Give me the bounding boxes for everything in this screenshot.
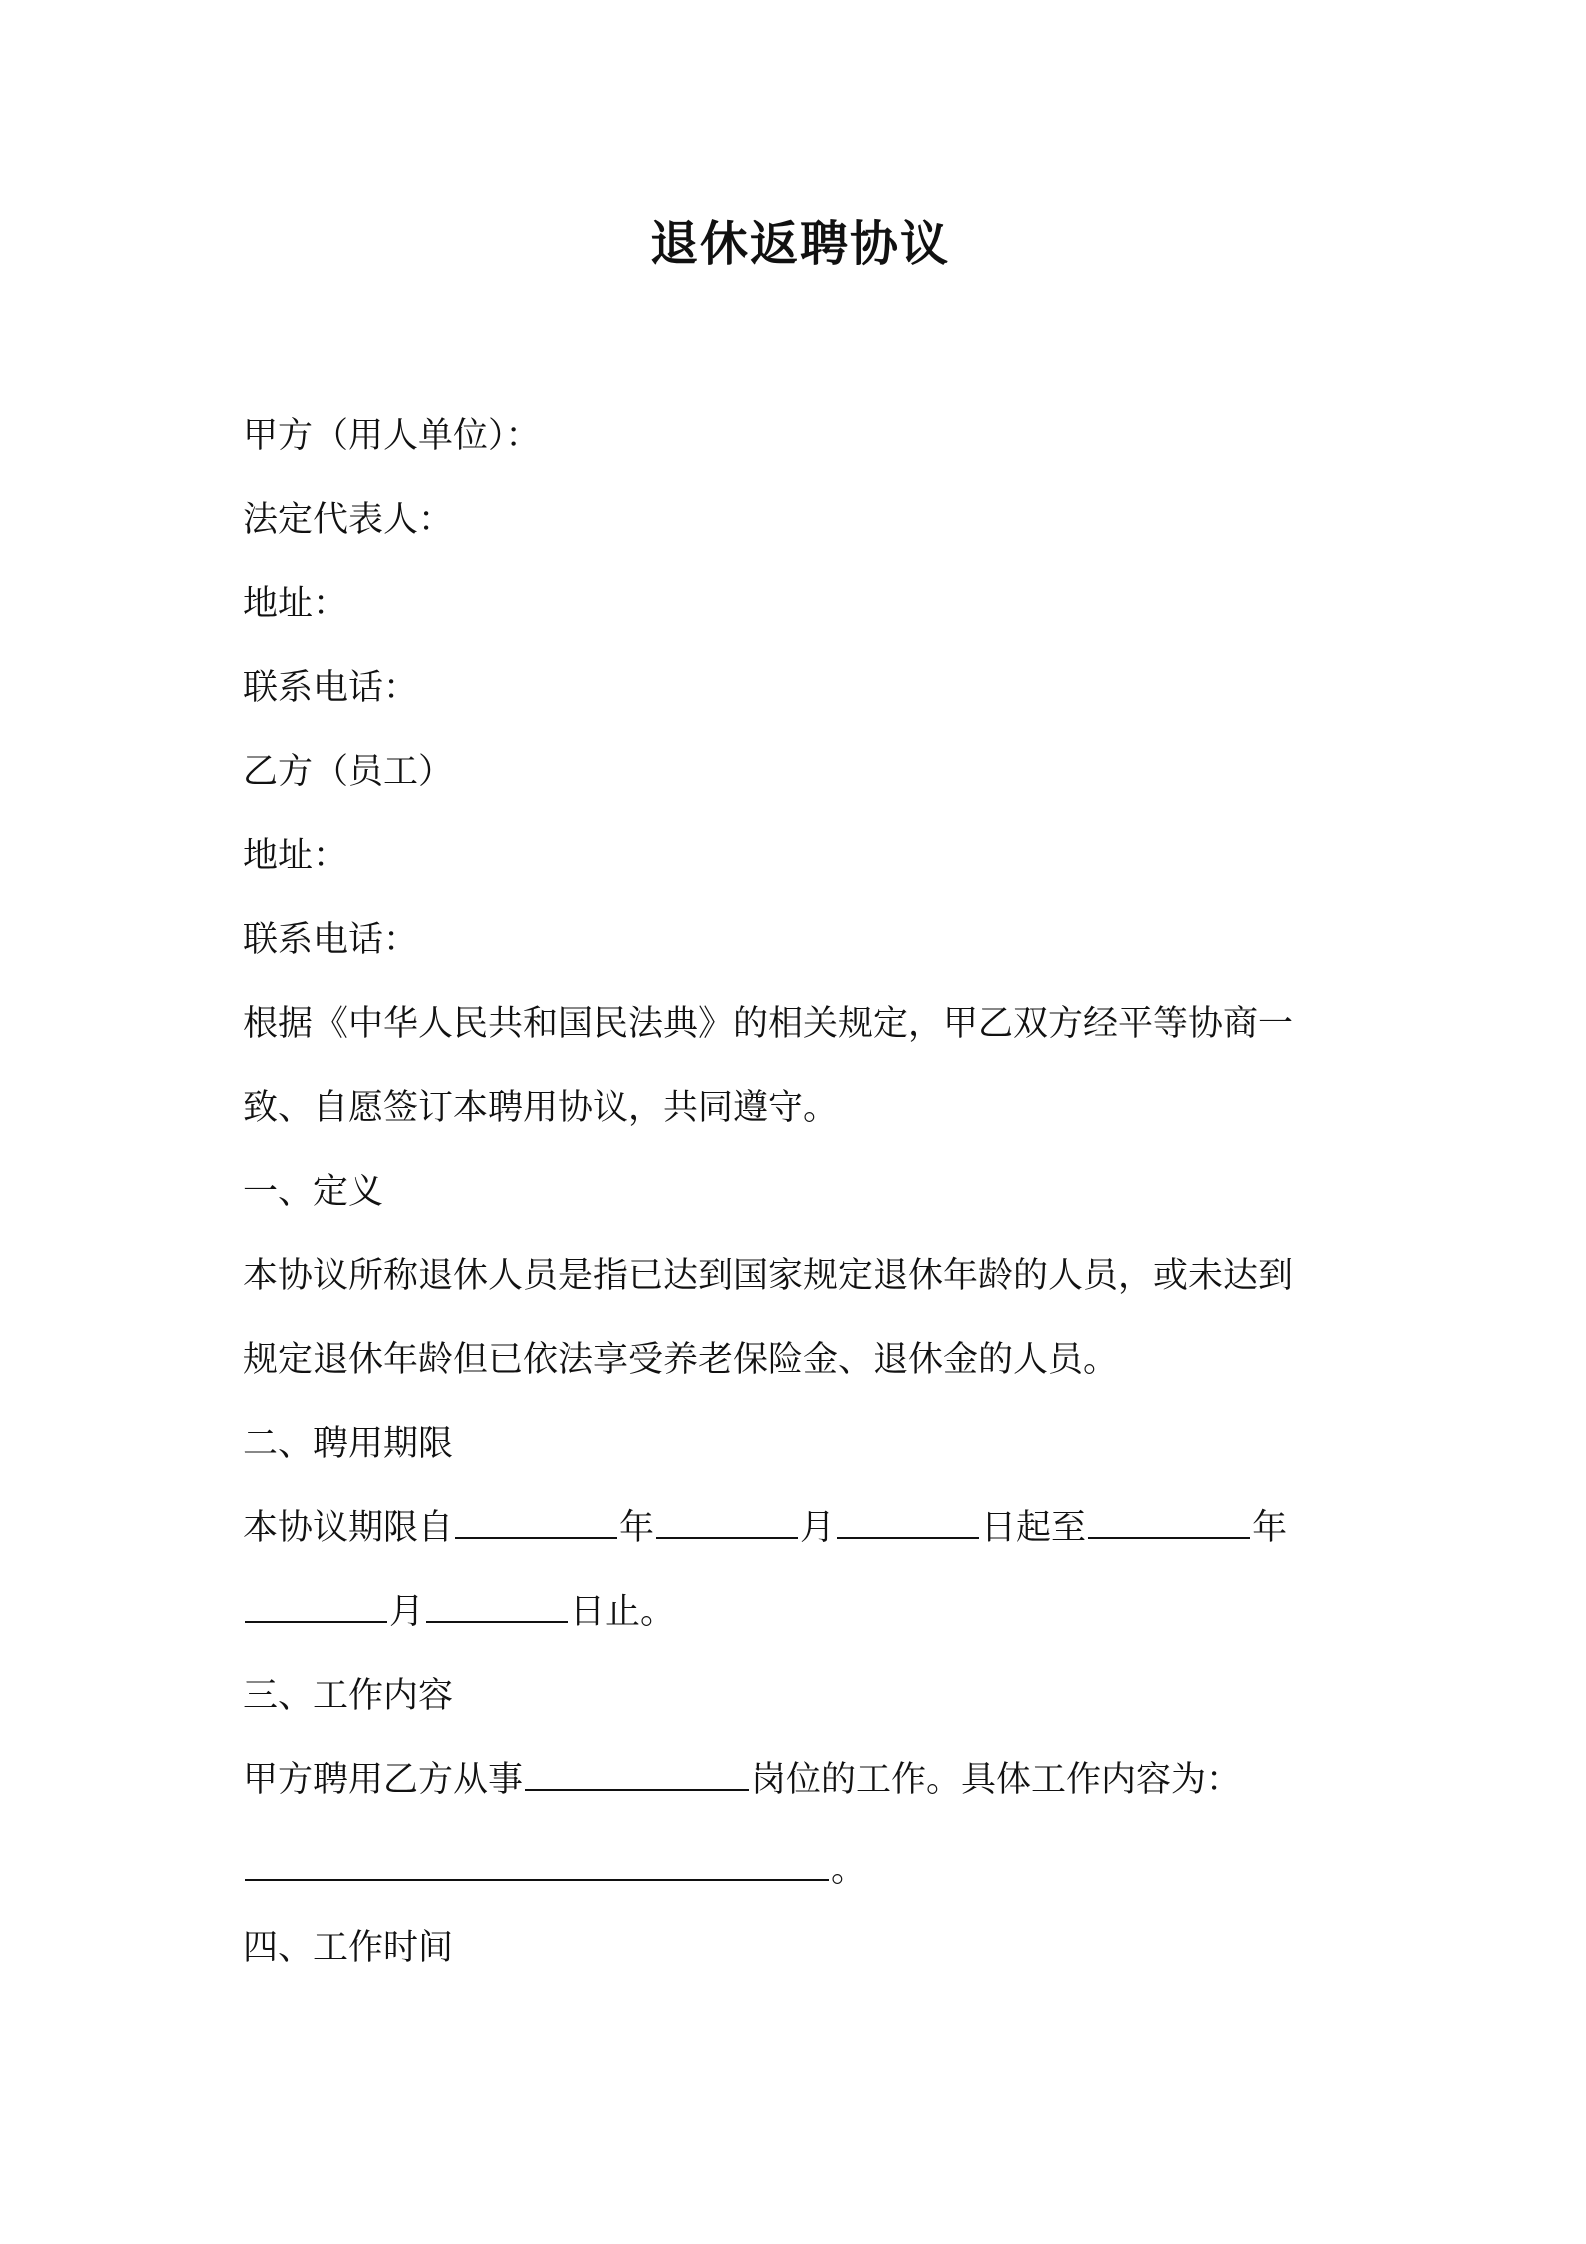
start-day-blank[interactable] xyxy=(837,1507,979,1539)
party-b-label: 乙方（员工） xyxy=(243,752,454,792)
document-title: 退休返聘协议 xyxy=(649,216,950,272)
term-year2-label: 年 xyxy=(1252,1508,1288,1548)
preamble-line-1: 根据《中华人民共和国民法典》的相关规定，甲乙双方经平等协商一 xyxy=(243,1004,1294,1044)
start-month-blank[interactable] xyxy=(656,1507,798,1539)
party-b-phone-label: 联系电话： xyxy=(243,920,419,960)
term-line-1 xyxy=(243,1504,1287,1552)
preamble-line-2: 致、自愿签订本聘用协议，共同遵守。 xyxy=(243,1088,839,1128)
party-b-address-label: 地址： xyxy=(243,836,349,876)
definition-line-2: 规定退休年龄但已依法享受养老保险金、退休金的人员。 xyxy=(243,1340,1119,1380)
party-a-phone-label: 联系电话： xyxy=(243,668,419,708)
section-definition-heading: 一、定义 xyxy=(243,1172,384,1212)
start-year-blank[interactable] xyxy=(455,1507,617,1539)
content-end: 。 xyxy=(831,1850,867,1890)
section-term-heading: 二、聘用期限 xyxy=(243,1424,454,1464)
term-day-to-label: 日起至 xyxy=(981,1508,1087,1548)
work-content-blank[interactable] xyxy=(245,1849,829,1881)
content-prefix: 甲方聘用乙方从事 xyxy=(243,1760,524,1800)
content-line-1 xyxy=(243,1756,1241,1804)
end-year-blank[interactable] xyxy=(1088,1507,1250,1539)
position-blank[interactable] xyxy=(525,1759,749,1791)
term-day-end-label: 日止。 xyxy=(570,1592,676,1632)
term-line-2 xyxy=(243,1588,675,1636)
term-month-label: 月 xyxy=(800,1508,836,1548)
term-prefix: 本协议期限自 xyxy=(243,1508,454,1548)
end-month-blank[interactable] xyxy=(245,1591,387,1623)
section-content-heading: 三、工作内容 xyxy=(243,1676,454,1716)
section-hours-heading: 四、工作时间 xyxy=(243,1928,454,1968)
term-year-label: 年 xyxy=(619,1508,655,1548)
content-line-2 xyxy=(243,1846,866,1894)
definition-line-1: 本协议所称退休人员是指已达到国家规定退休年龄的人员，或未达到 xyxy=(243,1256,1294,1296)
party-a-address-label: 地址： xyxy=(243,584,349,624)
term-month2-label: 月 xyxy=(389,1592,425,1632)
end-day-blank[interactable] xyxy=(426,1591,568,1623)
content-suffix: 岗位的工作。具体工作内容为： xyxy=(751,1760,1242,1800)
party-a-label: 甲方（用人单位）： xyxy=(243,416,541,456)
party-a-representative-label: 法定代表人： xyxy=(243,500,454,540)
